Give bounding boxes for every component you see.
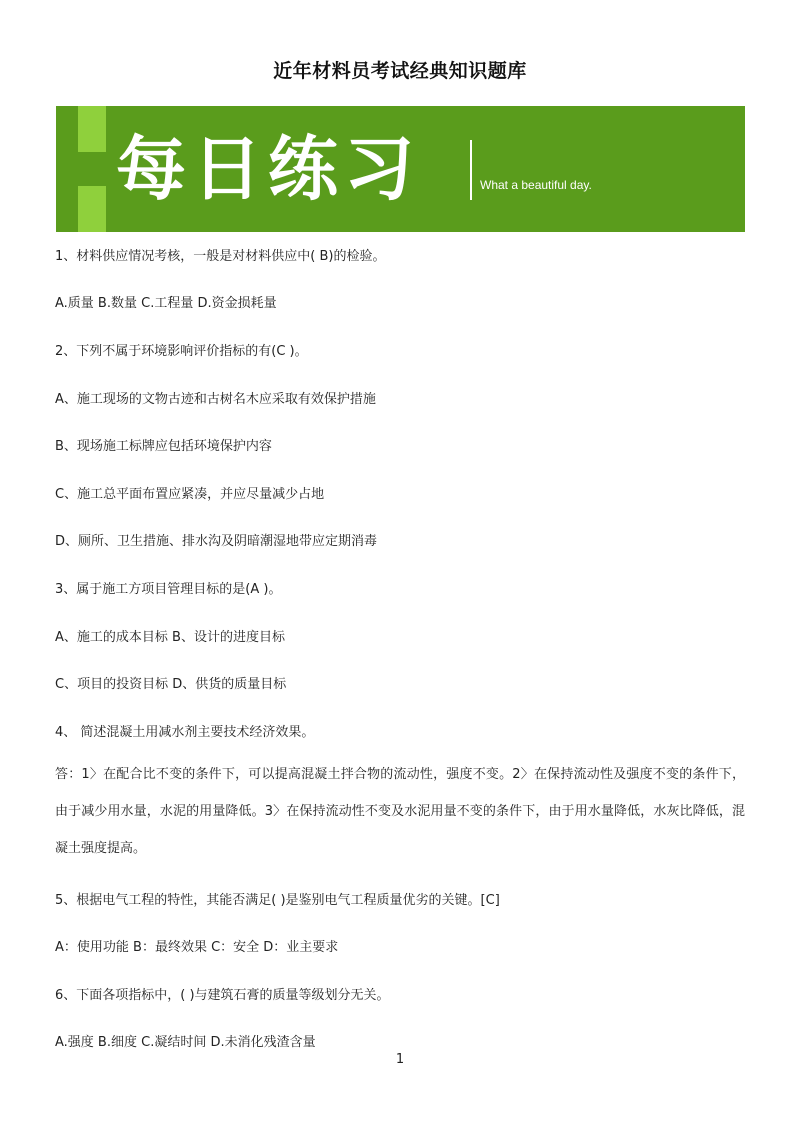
- daily-practice-banner: [56, 106, 745, 232]
- question-2: 2、下列不属于环境影响评价指标的有(C )。: [55, 344, 308, 359]
- banner-main-text: 每日练习: [116, 128, 420, 210]
- question-1: 1、材料供应情况考核，一般是对材料供应中( B)的检验。: [55, 249, 386, 264]
- question-6: 6、下面各项指标中，( )与建筑石膏的质量等级划分无关。: [55, 988, 390, 1003]
- banner-tagline: What a beautiful day.: [480, 178, 592, 192]
- question-2-option-c: C、施工总平面布置应紧凑，并应尽量减少占地: [55, 487, 325, 502]
- question-5: 5、根据电气工程的特性，其能否满足( )是鉴别电气工程质量优劣的关键。[C]: [55, 893, 500, 908]
- question-3-options-ab: A、施工的成本目标 B、设计的进度目标: [55, 630, 285, 645]
- document-title: 近年材料员考试经典知识题库: [273, 60, 527, 82]
- banner-decor-square-top: [78, 106, 106, 152]
- question-2-option-d: D、厕所、卫生措施、排水沟及阴暗潮湿地带应定期消毒: [55, 534, 378, 549]
- banner-divider: [470, 140, 472, 200]
- question-1-options: A.质量 B.数量 C.工程量 D.资金损耗量: [55, 296, 277, 311]
- banner-decor-square-bottom: [78, 186, 106, 232]
- page-number: 1: [395, 1052, 405, 1067]
- question-2-option-a: A、施工现场的文物古迹和古树名木应采取有效保护措施: [55, 392, 376, 407]
- question-4: 4、 简述混凝土用减水剂主要技术经济效果。: [55, 725, 315, 740]
- question-2-option-b: B、现场施工标牌应包括环境保护内容: [55, 439, 272, 454]
- question-3: 3、属于施工方项目管理目标的是(A )。: [55, 582, 282, 597]
- question-3-options-cd: C、项目的投资目标 D、供货的质量目标: [55, 677, 287, 692]
- question-6-options: A.强度 B.细度 C.凝结时间 D.未消化残渣含量: [55, 1035, 316, 1050]
- question-4-answer: 答：1〉在配合比不变的条件下，可以提高混凝土拌合物的流动性，强度不变。2〉在保持流动性及强度不变的条件下，由于减少用水量，水泥的用量降低。3〉在保持流动性不变及水泥用量不变的条件下，由于用水量降低，水灰比降低，混凝土强度提高。: [55, 767, 745, 856]
- question-5-options: A：使用功能 B：最终效果 C：安全 D：业主要求: [55, 940, 339, 955]
